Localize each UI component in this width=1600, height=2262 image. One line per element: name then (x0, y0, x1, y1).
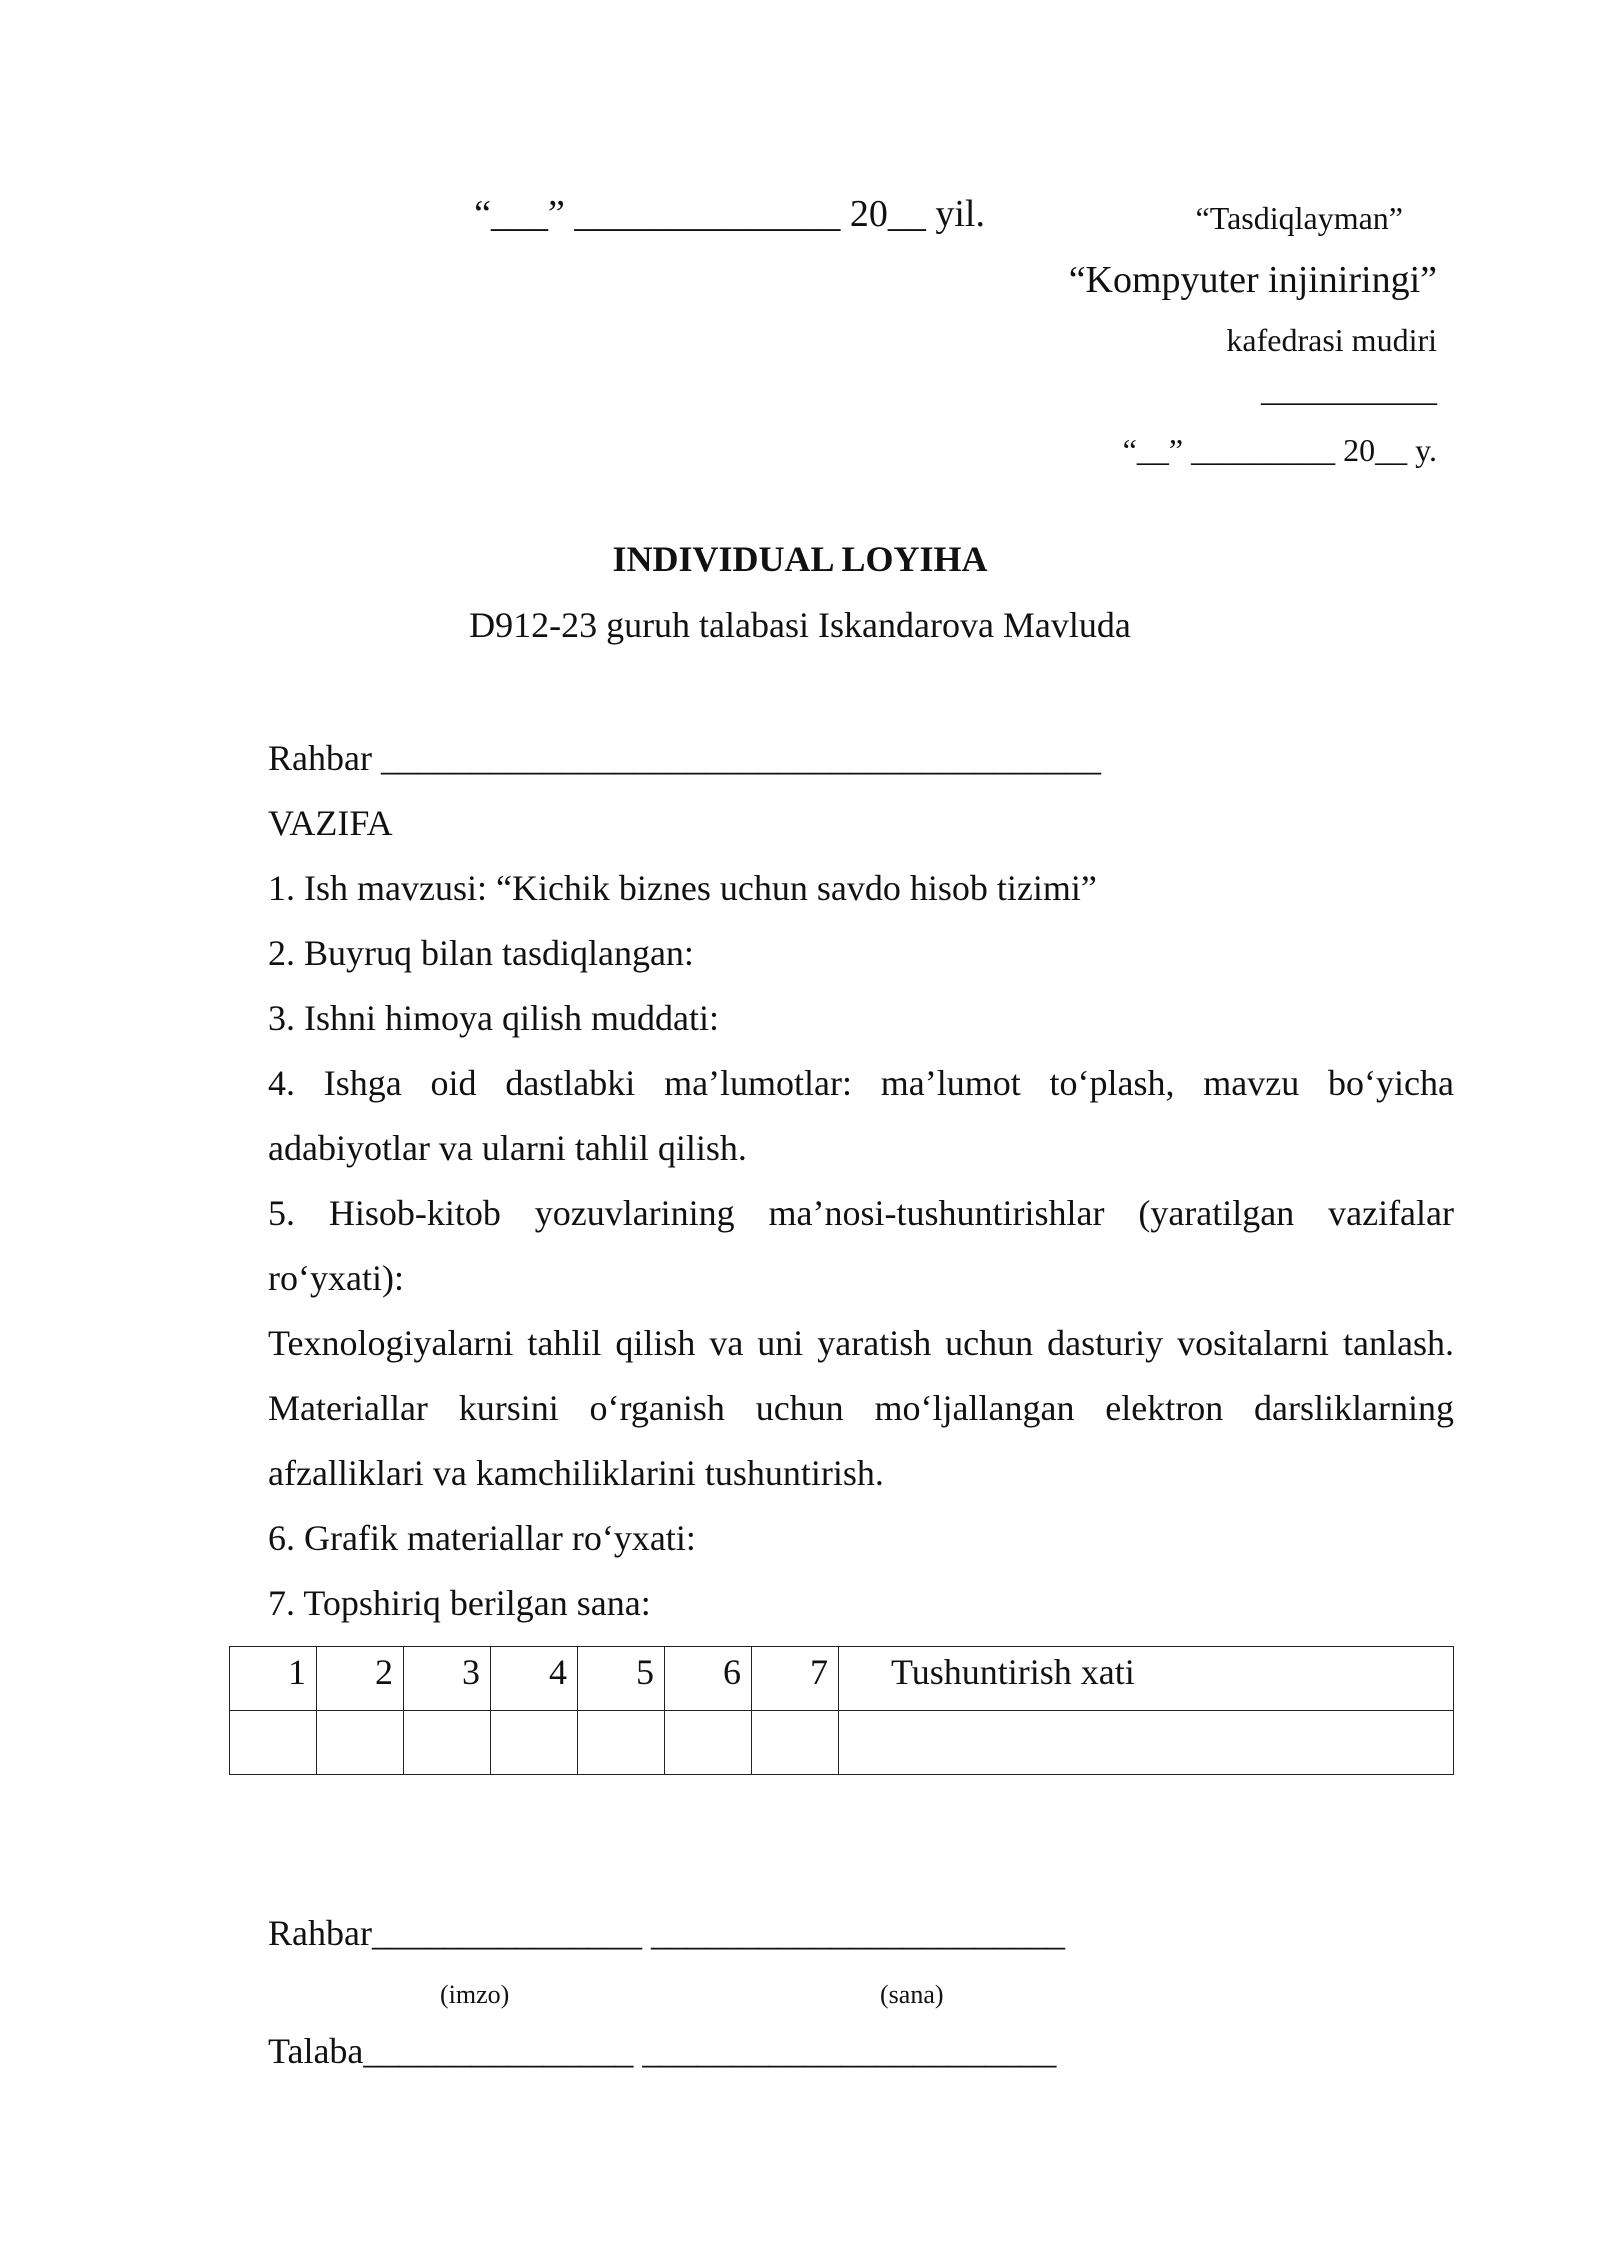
department-chair-label: kafedrasi mudiri (1226, 322, 1437, 358)
table-cell (839, 1711, 1454, 1775)
supervisor-line: Rahbar ________________________________________ (268, 738, 1101, 778)
table-header-cell-explanation: Tushuntirish xati (839, 1647, 1454, 1711)
chair-signature-line: ___________ (1261, 372, 1437, 408)
approval-label: “Tasdiqlayman” (1195, 200, 1403, 236)
table-row (230, 1711, 1454, 1775)
table-header-cell-6: 6 (665, 1647, 752, 1711)
task-item-7: 7. Topshiriq berilgan sana: (268, 1583, 651, 1623)
task-item-5-line-1: 5. Hisob-kitob yozuvlarining ma’nosi-tushuntirishlar (yaratilgan vazifalar (268, 1193, 1454, 1233)
table-cell (404, 1711, 491, 1775)
approval-date-line: “__” _________ 20__ y. (1122, 432, 1437, 468)
signature-caption: (imzo) (440, 1980, 510, 2009)
supervisor-signature-line: Rahbar_______________ _______________________ (268, 1913, 1065, 1953)
document-subtitle: D912-23 guruh talabasi Iskandarova Mavluda (469, 605, 1131, 645)
table-cell (491, 1711, 578, 1775)
table-cell (665, 1711, 752, 1775)
table-header-cell-1: 1 (230, 1647, 317, 1711)
task-paragraph-2-line-2: afzalliklari va kamchiliklarini tushuntirish. (268, 1453, 884, 1493)
task-item-4-line-1: 4. Ishga oid dastlabki ma’lumotlar: ma’lumot to‘plash, mavzu bo‘yicha (268, 1063, 1454, 1103)
task-item-6: 6. Grafik materiallar ro‘yxati: (268, 1518, 696, 1558)
task-paragraph-2-line-1: Materiallar kursini o‘rganish uchun mo‘ljallangan elektron darsliklarning (268, 1388, 1454, 1428)
department-name: “Kompyuter injiniringi” (1068, 259, 1437, 301)
task-item-2: 2. Buyruq bilan tasdiqlangan: (268, 933, 694, 973)
document-title: INDIVIDUAL LOYIHA (612, 539, 988, 579)
table-header-cell-4: 4 (491, 1647, 578, 1711)
table-cell (578, 1711, 665, 1775)
table-header-cell-2: 2 (317, 1647, 404, 1711)
task-item-3: 3. Ishni himoya qilish muddati: (268, 998, 719, 1038)
table-header-cell-7: 7 (752, 1647, 839, 1711)
student-signature-line: Talaba_______________ _______________________ (268, 2031, 1057, 2071)
table-header-row (230, 1647, 1454, 1711)
task-item-1: 1. Ish mavzusi: “Kichik biznes uchun savdo hisob tizimi” (268, 868, 1097, 908)
table-cell (230, 1711, 317, 1775)
header-date-line (474, 192, 985, 236)
table-header-cell-3: 3 (404, 1647, 491, 1711)
document-body (268, 726, 1454, 1636)
progress-table (229, 1646, 1454, 1775)
header-date-text: “___” ______________ 20__ yil. (474, 193, 985, 235)
table-cell (752, 1711, 839, 1775)
date-caption: (sana) (880, 1980, 944, 2009)
task-paragraph-1: Texnologiyalarni tahlil qilish va uni yaratish uchun dasturiy vositalarni tanlash. (268, 1323, 1454, 1363)
table-cell (317, 1711, 404, 1775)
table-header-cell-5: 5 (578, 1647, 665, 1711)
task-heading: VAZIFA (268, 803, 393, 843)
task-item-5-line-2: ro‘yxati): (268, 1258, 404, 1298)
task-item-4-line-2: adabiyotlar va ularni tahlil qilish. (268, 1128, 747, 1168)
